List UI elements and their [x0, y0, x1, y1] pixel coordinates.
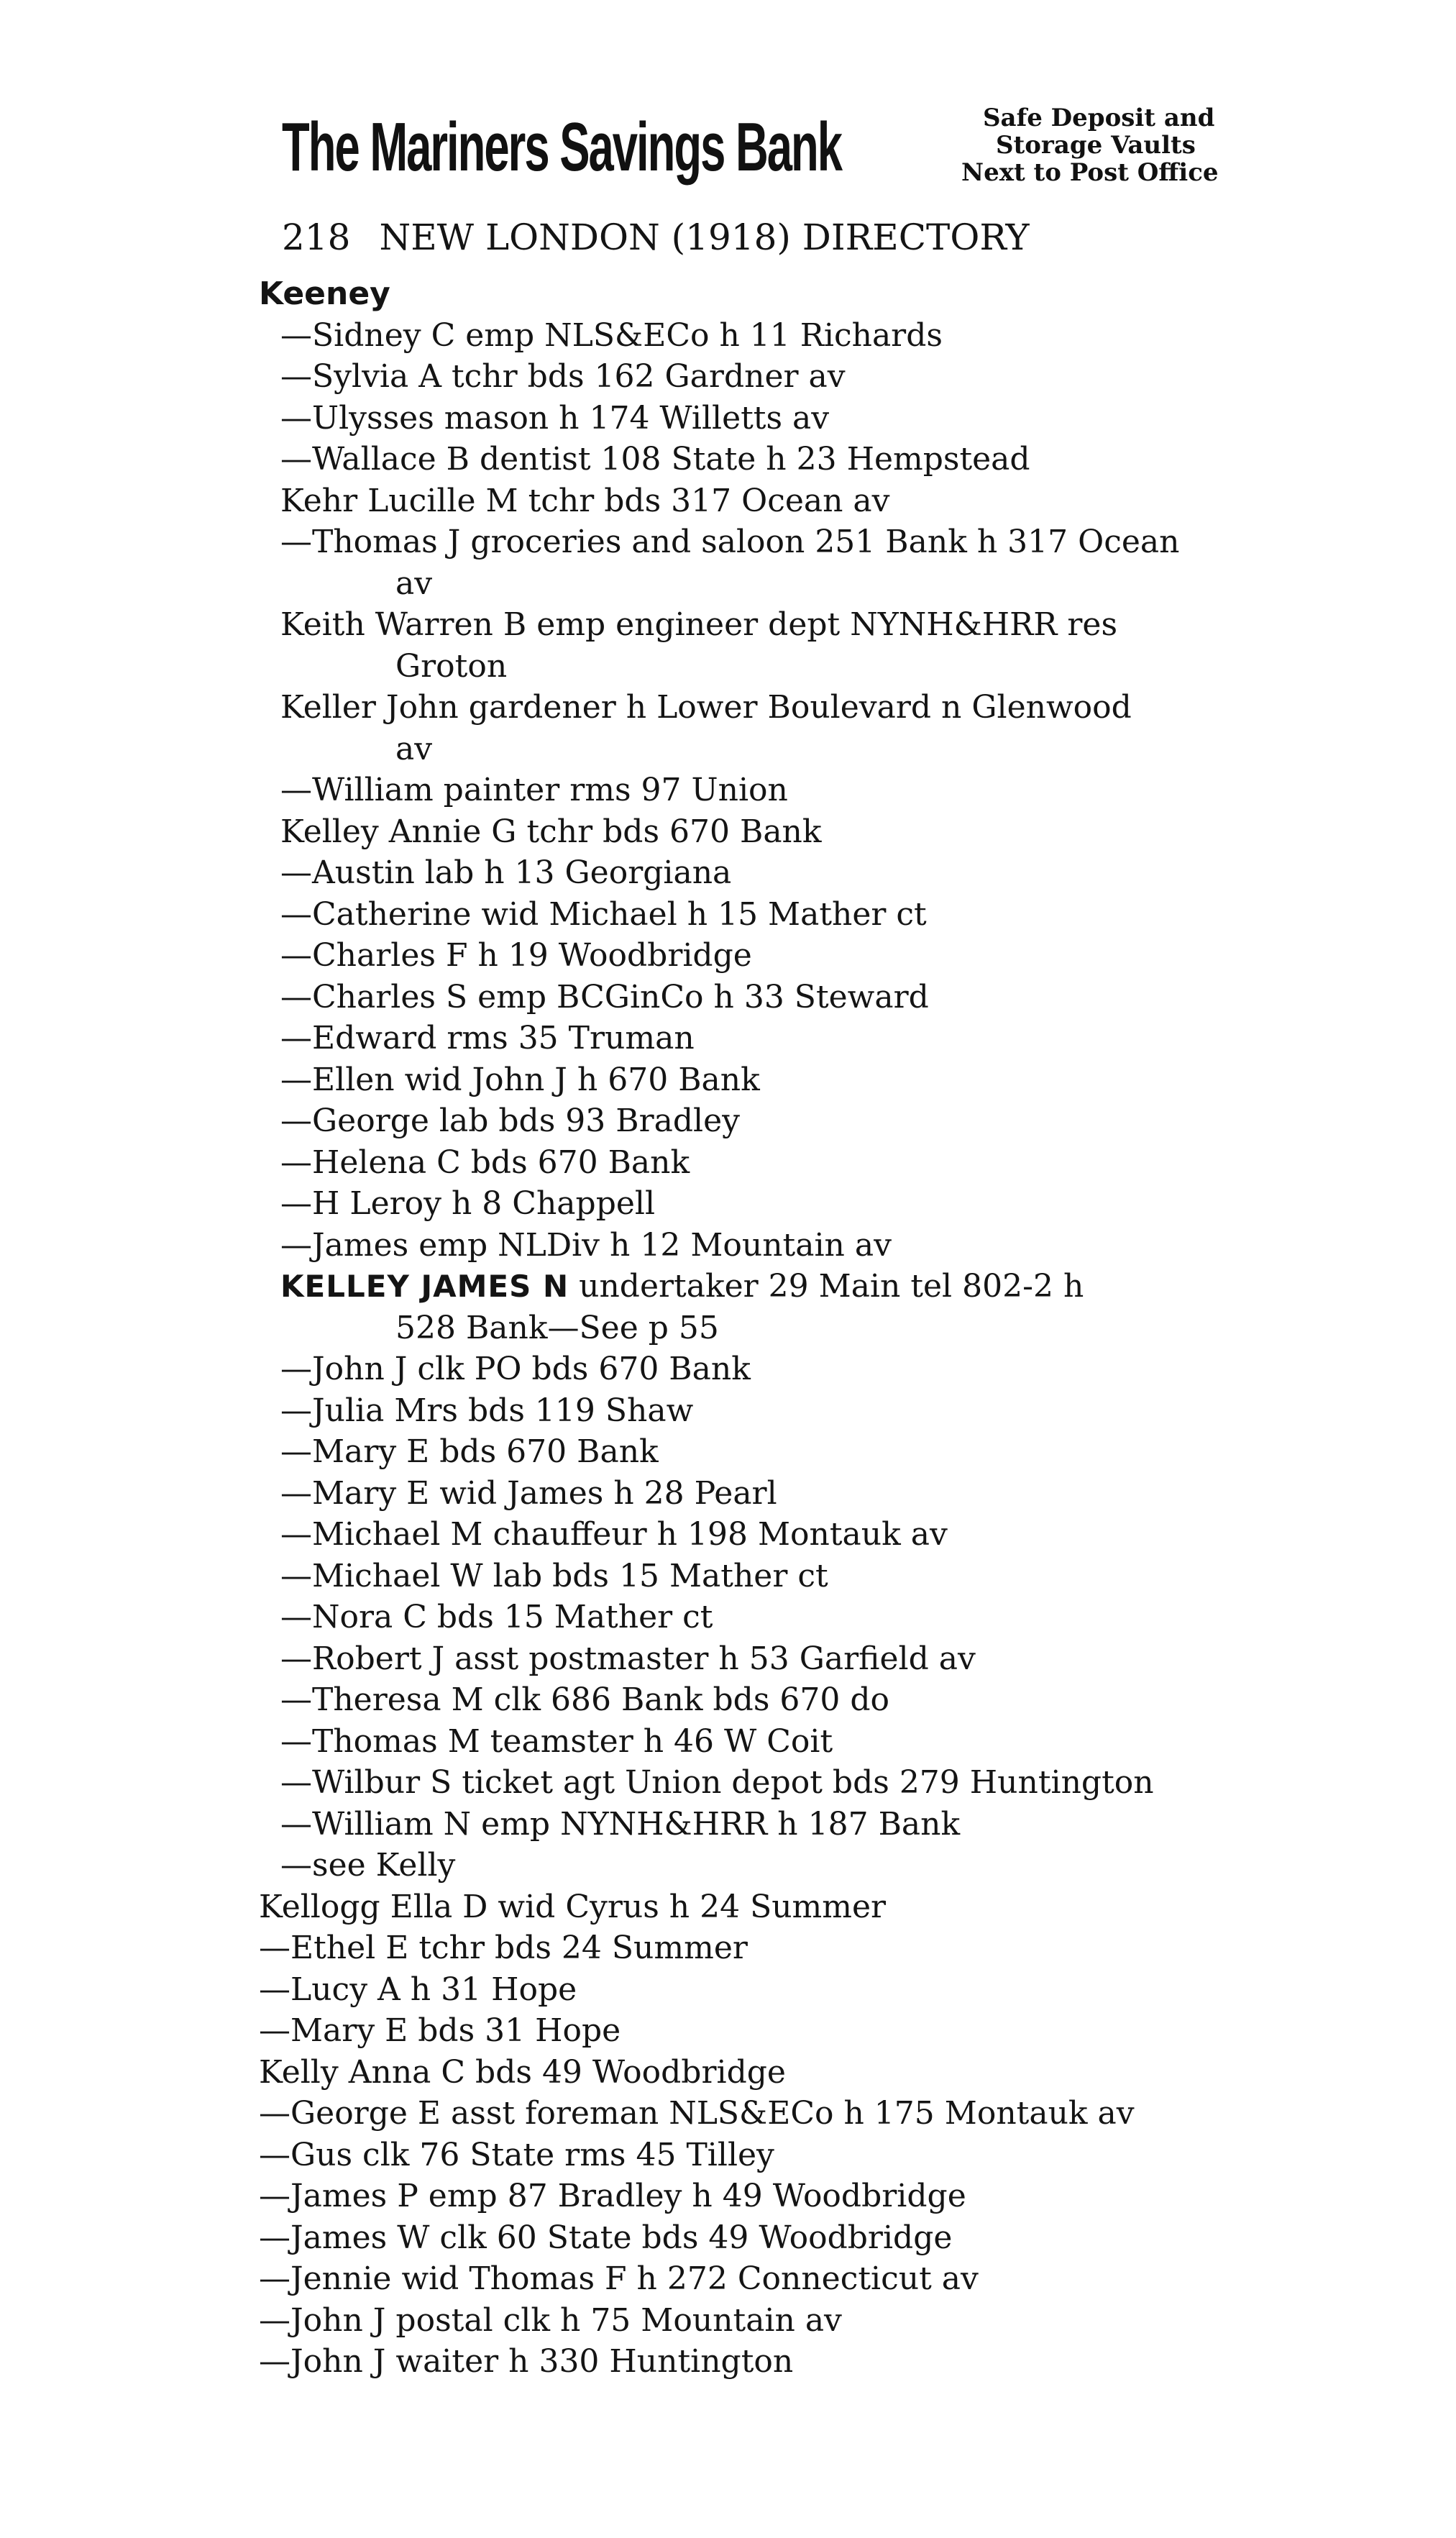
directory-entry: [259, 2135, 1280, 2176]
entry-text: —John J waiter h 330 Huntington: [259, 2343, 794, 2380]
directory-entry: [259, 2093, 1280, 2135]
entry-text: —Sylvia A tchr bds 162 Gardner av: [280, 358, 846, 395]
directory-entry: [259, 1638, 1280, 1680]
directory-entry: [259, 2176, 1280, 2217]
entry-text: —Charles S emp BCGinCo h 33 Steward: [280, 978, 929, 1015]
entry-text: —Austin lab h 13 Georgiana: [280, 854, 732, 891]
entry-text: —George lab bds 93 Bradley: [280, 1103, 740, 1139]
directory-entry: [259, 1100, 1280, 1142]
entry-text: Kelley Annie G tchr bds 670 Bank: [280, 813, 822, 850]
entry-text: —Charles F h 19 Woodbridge: [280, 937, 752, 974]
entry-text: —Ethel E tchr bds 24 Summer: [259, 1930, 748, 1966]
entry-text: Keller John gardener h Lower Boulevard n Glenwood: [280, 689, 1132, 726]
directory-entry: [259, 273, 1280, 315]
bank-side-line: Next to Post Office: [961, 158, 1219, 187]
entry-text: —Michael M chauffeur h 198 Montauk av: [280, 1516, 948, 1553]
directory-entry: [259, 1390, 1280, 1432]
directory-entry: [259, 687, 1280, 729]
entry-text: —William painter rms 97 Union: [280, 772, 788, 808]
directory-entries: [259, 273, 1280, 2383]
entry-text: —James emp NLDiv h 12 Mountain av: [280, 1226, 892, 1264]
entry-text: —John J postal clk h 75 Mountain av: [259, 2301, 842, 2339]
directory-entry: [259, 2010, 1280, 2052]
entry-text: —Julia Mrs bds 119 Shaw: [280, 1392, 694, 1429]
entry-text: —Nora C bds 15 Mather ct: [280, 1599, 713, 1635]
entry-text: —William N emp NYNH&HRR h 187 Bank: [280, 1805, 961, 1843]
directory-entry: [259, 480, 1280, 522]
entry-continuation: Groton: [395, 647, 508, 685]
directory-entry: [259, 1927, 1280, 1969]
directory-entry: [259, 2052, 1280, 2094]
entry-text: —Robert J asst postmaster h 53 Garfield av: [280, 1640, 976, 1677]
surname-heading: Keeney: [259, 275, 390, 312]
entry-text: —Wilbur S ticket agt Union depot bds 279 Huntington: [280, 1764, 1154, 1801]
bank-side-line: Safe Deposit and: [983, 104, 1215, 132]
directory-entry: [259, 1059, 1280, 1101]
entry-text: undertaker 29 Main tel 802-2 h: [569, 1268, 1084, 1305]
entry-text: —Mary E wid James h 28 Pearl: [280, 1474, 777, 1512]
directory-entry: [259, 604, 1280, 646]
directory-entry: [259, 439, 1280, 480]
entry-text: —Wallace B dentist 108 State h 23 Hempstead: [280, 441, 1030, 478]
entry-text: —Jennie wid Thomas F h 272 Connecticut av: [259, 2260, 979, 2297]
entry-text: —Ellen wid John J h 670 Bank: [280, 1061, 760, 1098]
entry-text: —James P emp 87 Bradley h 49 Woodbridge: [259, 2178, 966, 2214]
directory-entry: [259, 1183, 1280, 1225]
entry-continuation: 528 Bank—See p 55: [395, 1309, 719, 1346]
directory-entry: [259, 1348, 1280, 1390]
directory-entry: [259, 356, 1280, 398]
directory-entry: [259, 1225, 1280, 1266]
entry-text: Kelly Anna C bds 49 Woodbridge: [259, 2053, 786, 2091]
entry-text: —Theresa M clk 686 Bank bds 670 do: [280, 1681, 890, 1718]
entry-text: —Catherine wid Michael h 15 Mather ct: [280, 895, 927, 933]
entry-continuation: av: [395, 565, 433, 602]
entry-text: —Gus clk 76 State rms 45 Tilley: [259, 2136, 774, 2173]
directory-entry: [259, 977, 1280, 1018]
directory-entry: [259, 852, 1280, 894]
directory-entry: [259, 1804, 1280, 1845]
directory-entry: [259, 2300, 1280, 2342]
entry-text: Kellogg Ella D wid Cyrus h 24 Summer: [259, 1888, 887, 1925]
directory-entry: [259, 2258, 1280, 2300]
entry-text: —George E asst foreman NLS&ECo h 175 Montauk av: [259, 2095, 1135, 2132]
directory-entry: [259, 1431, 1280, 1473]
entry-text: —Ulysses mason h 174 Willetts av: [280, 399, 830, 437]
directory-entry: [259, 2341, 1280, 2383]
entry-text: —see Kelly: [280, 1847, 456, 1884]
entry-text: —James W clk 60 State bds 49 Woodbridge: [259, 2219, 953, 2256]
directory-entry: [259, 1969, 1280, 2011]
entry-text: —Helena C bds 670 Bank: [280, 1144, 690, 1181]
entry-text: —Lucy A h 31 Hope: [259, 1971, 577, 2008]
entry-text: Keith Warren B emp engineer dept NYNH&HRR res: [280, 606, 1118, 643]
entry-text: —Edward rms 35 Truman: [280, 1020, 695, 1056]
directory-entry: [259, 1845, 1280, 1886]
directory-entry: [259, 1266, 1280, 1307]
directory-entry: [259, 1473, 1280, 1515]
entry-text: —Mary E bds 31 Hope: [259, 2012, 621, 2049]
entry-text: —H Leroy h 8 Chappell: [280, 1185, 656, 1222]
page-number: 218: [282, 216, 351, 258]
entry-text: —Thomas J groceries and saloon 251 Bank h 317 Ocean: [280, 524, 1180, 560]
entry-text: —Thomas M teamster h 46 W Coit: [280, 1722, 833, 1760]
directory-entry: [259, 1762, 1280, 1804]
directory-entry: [259, 1142, 1280, 1184]
bank-side-line: Storage Vaults: [996, 131, 1196, 160]
directory-entry: [259, 1556, 1280, 1597]
entry-text: Kehr Lucille M tchr bds 317 Ocean av: [280, 482, 890, 519]
directory-entry: [259, 1018, 1280, 1059]
directory-entry: [259, 521, 1280, 563]
directory-entry: [259, 1597, 1280, 1638]
directory-entry: [259, 1679, 1280, 1721]
entry-text: —John J clk PO bds 670 Bank: [280, 1351, 751, 1387]
bank-side-note: [961, 104, 1278, 186]
directory-entry: [259, 811, 1280, 853]
directory-title: NEW LONDON (1918) DIRECTORY: [379, 216, 1030, 258]
directory-entry: [259, 2217, 1280, 2259]
directory-entry: [259, 398, 1280, 439]
directory-entry: [259, 1721, 1280, 1763]
directory-entry: [259, 315, 1280, 357]
entry-text: —Sidney C emp NLS&ECo h 11 Richards: [280, 316, 943, 354]
entry-text: —Mary E bds 670 Bank: [280, 1433, 659, 1470]
directory-entry: [259, 770, 1280, 811]
bank-name: The Mariners Savings Bank: [282, 109, 841, 186]
bank-advertisement-header: [282, 97, 1288, 205]
bold-business-name: KELLEY JAMES N: [280, 1269, 569, 1304]
directory-entry: [259, 935, 1280, 977]
running-head: [282, 216, 1030, 259]
directory-entry: [259, 1514, 1280, 1556]
entry-continuation: av: [395, 730, 433, 767]
directory-entry: [259, 1886, 1280, 1928]
directory-entry: [259, 894, 1280, 936]
entry-text: —Michael W lab bds 15 Mather ct: [280, 1557, 828, 1594]
